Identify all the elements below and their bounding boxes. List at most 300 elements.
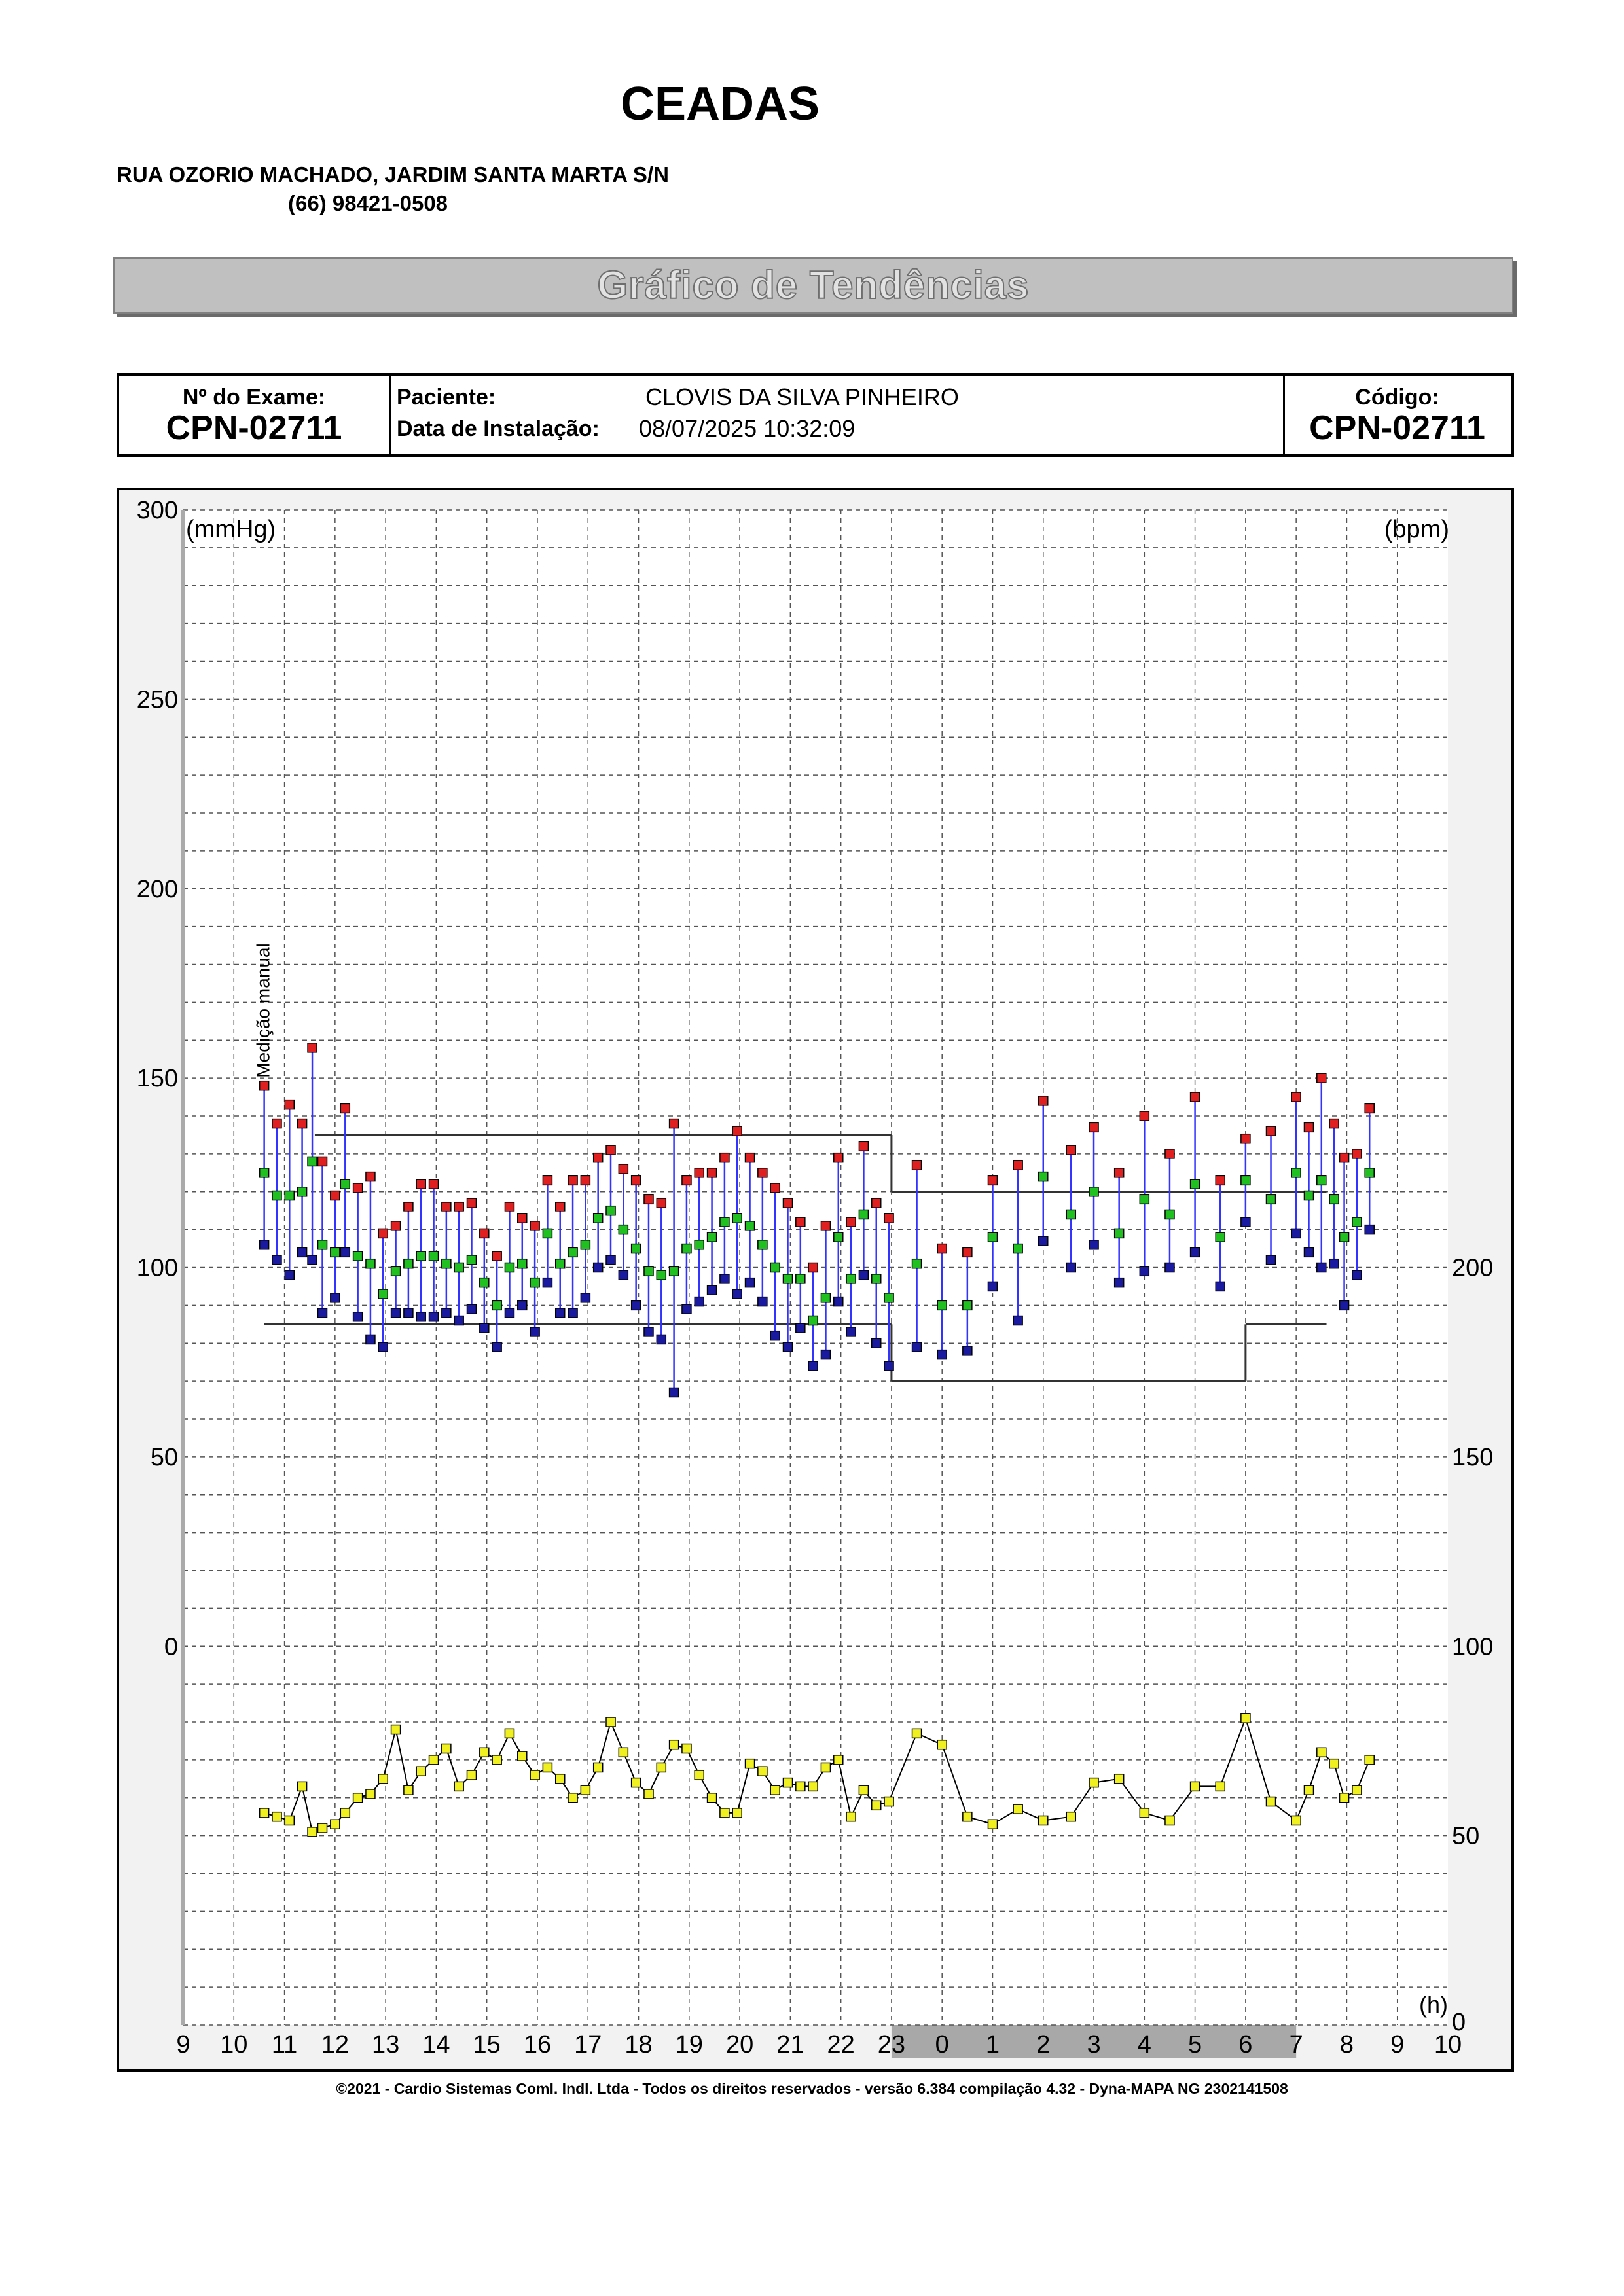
diastolic-point	[581, 1293, 590, 1302]
diastolic-point	[556, 1308, 565, 1318]
diastolic-point	[988, 1282, 997, 1291]
mean-point	[644, 1266, 653, 1276]
mean-point	[606, 1206, 615, 1215]
systolic-point	[454, 1202, 463, 1211]
diastolic-point	[543, 1278, 552, 1287]
diastolic-point	[1066, 1263, 1075, 1272]
systolic-point	[783, 1198, 792, 1208]
copyright-footer: ©2021 - Cardio Sistemas Coml. Indl. Ltda - Todos os direitos reservados - versão 6.384 compilação 4.32 - Dyna-MAPA NG 2302141508	[336, 2080, 1288, 2097]
x-axis-tick-label: 17	[574, 2031, 602, 2058]
mean-point	[859, 1210, 868, 1219]
trend-chart	[119, 490, 1511, 2069]
systolic-point	[429, 1179, 439, 1189]
right-axis-tick-label: 150	[1452, 1443, 1494, 1471]
heart-rate-point	[1329, 1759, 1339, 1768]
diastolic-point	[758, 1297, 767, 1306]
systolic-point	[632, 1175, 641, 1185]
mean-point	[682, 1244, 691, 1253]
mean-point	[884, 1293, 893, 1302]
x-axis-tick-label: 12	[321, 2031, 349, 2058]
systolic-point	[988, 1175, 997, 1185]
heart-rate-point	[783, 1778, 792, 1787]
heart-rate-point	[1140, 1808, 1149, 1818]
report-title-banner	[113, 257, 1513, 314]
x-axis-tick-label: 22	[827, 2031, 855, 2058]
diastolic-point	[353, 1312, 363, 1321]
diastolic-point	[1317, 1263, 1326, 1272]
heart-rate-point	[467, 1770, 476, 1780]
systolic-point	[846, 1217, 856, 1227]
exam-number-label: Nº do Exame:	[182, 385, 326, 410]
heart-rate-point	[391, 1725, 401, 1734]
diastolic-point	[391, 1308, 401, 1318]
mean-point	[796, 1274, 805, 1283]
mean-point	[1039, 1172, 1048, 1181]
diastolic-point	[1216, 1282, 1225, 1291]
heart-rate-point	[454, 1782, 463, 1791]
systolic-point	[912, 1160, 922, 1170]
diastolic-point	[454, 1316, 463, 1325]
systolic-point	[1291, 1092, 1301, 1102]
diastolic-point	[1291, 1229, 1301, 1238]
patient-cell	[389, 376, 1285, 454]
systolic-point	[308, 1043, 317, 1052]
heart-rate-point	[859, 1785, 868, 1795]
mean-point	[708, 1232, 717, 1242]
x-axis-tick-label: 10	[220, 2031, 248, 2058]
diastolic-point	[884, 1361, 893, 1371]
systolic-point	[581, 1175, 590, 1185]
mean-point	[657, 1270, 666, 1280]
x-axis-tick-label: 9	[176, 2031, 190, 2058]
right-axis-tick-label: 200	[1452, 1254, 1494, 1282]
left-axis-tick-label: 150	[136, 1065, 178, 1093]
diastolic-point	[366, 1335, 375, 1344]
diastolic-point	[619, 1270, 628, 1280]
mean-point	[366, 1259, 375, 1268]
systolic-point	[442, 1202, 451, 1211]
diastolic-point	[657, 1335, 666, 1344]
mean-point	[1241, 1175, 1250, 1185]
x-axis-tick-label: 10	[1434, 2031, 1462, 2058]
heart-rate-point	[1089, 1778, 1098, 1787]
x-axis-tick-label: 4	[1137, 2031, 1151, 2058]
diastolic-point	[429, 1312, 439, 1321]
heart-rate-point	[1216, 1782, 1225, 1791]
diastolic-point	[720, 1274, 729, 1283]
mean-point	[988, 1232, 997, 1242]
x-axis-tick-label: 3	[1087, 2031, 1101, 2058]
systolic-point	[1140, 1111, 1149, 1121]
heart-rate-point	[1165, 1816, 1174, 1825]
exam-number-value: CPN-02711	[166, 409, 342, 447]
left-axis-tick-label: 300	[136, 497, 178, 524]
left-axis-unit: (mmHg)	[186, 516, 276, 543]
mean-point	[568, 1247, 577, 1257]
heart-rate-point	[720, 1808, 729, 1818]
systolic-point	[1304, 1122, 1313, 1132]
x-axis-tick-label: 1	[985, 2031, 1000, 2058]
systolic-point	[619, 1164, 628, 1174]
systolic-point	[808, 1263, 818, 1272]
left-axis-tick-label: 200	[136, 875, 178, 903]
heart-rate-point	[530, 1770, 539, 1780]
right-axis-tick-label: 100	[1452, 1633, 1494, 1661]
heart-rate-point	[340, 1808, 350, 1818]
heart-rate-point	[543, 1763, 552, 1772]
code-label: Código:	[1355, 385, 1439, 410]
diastolic-point	[770, 1331, 780, 1340]
systolic-point	[1352, 1149, 1362, 1158]
mean-point	[467, 1255, 476, 1265]
diastolic-point	[272, 1255, 281, 1265]
heart-rate-point	[492, 1755, 501, 1765]
diastolic-point	[682, 1304, 691, 1314]
systolic-point	[530, 1221, 539, 1230]
systolic-point	[492, 1251, 501, 1261]
mean-point	[1115, 1229, 1124, 1238]
systolic-point	[1267, 1126, 1276, 1136]
systolic-point	[937, 1244, 947, 1253]
x-axis-tick-label: 19	[675, 2031, 703, 2058]
right-axis-tick-label: 50	[1452, 1822, 1480, 1850]
heart-rate-point	[963, 1812, 972, 1821]
heart-rate-point	[429, 1755, 439, 1765]
systolic-point	[796, 1217, 805, 1227]
mean-point	[1013, 1244, 1022, 1253]
systolic-point	[1013, 1160, 1022, 1170]
systolic-point	[505, 1202, 514, 1211]
diastolic-point	[340, 1247, 350, 1257]
mean-point	[298, 1187, 307, 1196]
mean-point	[1191, 1179, 1200, 1189]
systolic-point	[318, 1157, 327, 1166]
heart-rate-point	[1013, 1804, 1022, 1814]
diastolic-point	[492, 1342, 501, 1352]
trend-chart-frame	[117, 488, 1514, 2072]
systolic-point	[834, 1153, 843, 1162]
heart-rate-point	[884, 1797, 893, 1806]
mean-point	[556, 1259, 565, 1268]
heart-rate-point	[404, 1785, 413, 1795]
heart-rate-point	[318, 1823, 327, 1833]
heart-rate-point	[568, 1793, 577, 1803]
clinic-phone: (66) 98421-0508	[288, 191, 448, 215]
mean-point	[1089, 1187, 1098, 1196]
mean-point	[912, 1259, 922, 1268]
mean-point	[746, 1221, 755, 1230]
mean-point	[937, 1300, 947, 1310]
mean-point	[543, 1229, 552, 1238]
patient-name: CLOVIS DA SILVA PINHEIRO	[645, 384, 959, 410]
diastolic-point	[285, 1270, 294, 1280]
mean-point	[581, 1240, 590, 1249]
systolic-point	[1317, 1073, 1326, 1083]
diastolic-point	[1340, 1300, 1349, 1310]
code-cell	[1283, 376, 1511, 454]
systolic-point	[378, 1229, 388, 1238]
mean-point	[454, 1263, 463, 1272]
systolic-point	[859, 1141, 868, 1151]
heart-rate-point	[606, 1717, 615, 1727]
heart-rate-point	[556, 1774, 565, 1784]
mean-point	[1216, 1232, 1225, 1242]
diastolic-point	[821, 1350, 830, 1359]
heart-rate-point	[808, 1782, 818, 1791]
mean-point	[1066, 1210, 1075, 1219]
heart-rate-point	[846, 1812, 856, 1821]
diastolic-point	[378, 1342, 388, 1352]
systolic-point	[285, 1100, 294, 1109]
heart-rate-point	[1241, 1713, 1250, 1723]
mean-point	[308, 1157, 317, 1166]
install-date-label: Data de Instalação:	[397, 416, 600, 441]
mean-point	[821, 1293, 830, 1302]
heart-rate-point	[988, 1820, 997, 1829]
mean-point	[480, 1278, 489, 1287]
systolic-point	[884, 1213, 893, 1223]
systolic-point	[366, 1172, 375, 1181]
exam-number-cell	[119, 376, 391, 454]
mean-point	[670, 1266, 679, 1276]
left-axis-tick-label: 50	[150, 1443, 178, 1471]
diastolic-point	[1365, 1225, 1374, 1234]
diastolic-point	[1304, 1247, 1313, 1257]
heart-rate-point	[378, 1774, 388, 1784]
heart-rate-point	[670, 1740, 679, 1749]
heart-rate-point	[1304, 1785, 1313, 1795]
systolic-point	[353, 1183, 363, 1193]
systolic-point	[568, 1175, 577, 1185]
x-axis-tick-label: 8	[1339, 2031, 1354, 2058]
systolic-point	[708, 1168, 717, 1177]
mean-point	[963, 1300, 972, 1310]
diastolic-point	[846, 1327, 856, 1336]
systolic-point	[682, 1175, 691, 1185]
heart-rate-point	[834, 1755, 843, 1765]
x-axis-tick-label: 0	[935, 2031, 949, 2058]
diastolic-point	[1191, 1247, 1200, 1257]
systolic-point	[746, 1153, 755, 1162]
clinic-name: CEADAS	[620, 78, 820, 130]
x-axis-tick-label: 9	[1390, 2031, 1405, 2058]
mean-point	[834, 1232, 843, 1242]
x-axis-tick-label: 6	[1238, 2031, 1253, 2058]
diastolic-point	[416, 1312, 425, 1321]
systolic-point	[1039, 1096, 1048, 1105]
mean-point	[404, 1259, 413, 1268]
heart-rate-point	[770, 1785, 780, 1795]
systolic-point	[1191, 1092, 1200, 1102]
mean-point	[318, 1240, 327, 1249]
systolic-point	[1340, 1153, 1349, 1162]
heart-rate-point	[657, 1763, 666, 1772]
diastolic-point	[1115, 1278, 1124, 1287]
diastolic-point	[695, 1297, 704, 1306]
systolic-point	[543, 1175, 552, 1185]
heart-rate-point	[1115, 1774, 1124, 1784]
heart-rate-point	[682, 1744, 691, 1753]
systolic-point	[1089, 1122, 1098, 1132]
mean-point	[353, 1251, 363, 1261]
mean-point	[272, 1191, 281, 1200]
systolic-point	[657, 1198, 666, 1208]
diastolic-point	[937, 1350, 947, 1359]
left-axis-tick-label: 100	[136, 1254, 178, 1282]
heart-rate-point	[912, 1729, 922, 1738]
x-axis-tick-label: 2	[1036, 2031, 1051, 2058]
diastolic-point	[746, 1278, 755, 1287]
diastolic-point	[632, 1300, 641, 1310]
heart-rate-point	[708, 1793, 717, 1803]
heart-rate-point	[272, 1812, 281, 1821]
heart-rate-point	[1317, 1748, 1326, 1757]
heart-rate-point	[695, 1770, 704, 1780]
diastolic-point	[1039, 1236, 1048, 1246]
heart-rate-point	[619, 1748, 628, 1757]
diastolic-point	[963, 1346, 972, 1355]
diastolic-point	[606, 1255, 615, 1265]
heart-rate-point	[872, 1801, 881, 1810]
systolic-point	[1115, 1168, 1124, 1177]
heart-rate-point	[308, 1827, 317, 1837]
mean-point	[391, 1266, 401, 1276]
heart-rate-point	[505, 1729, 514, 1738]
right-axis-unit: (bpm)	[1384, 516, 1449, 543]
heart-rate-point	[353, 1793, 363, 1803]
mean-point	[331, 1247, 340, 1257]
x-axis-tick-label: 11	[271, 2031, 298, 2058]
diastolic-point	[808, 1361, 818, 1371]
systolic-point	[670, 1119, 679, 1128]
systolic-point	[340, 1103, 350, 1113]
heart-rate-point	[746, 1759, 755, 1768]
systolic-point	[963, 1247, 972, 1257]
systolic-point	[644, 1194, 653, 1204]
systolic-point	[260, 1081, 269, 1090]
diastolic-point	[1267, 1255, 1276, 1265]
systolic-point	[1066, 1145, 1075, 1155]
systolic-point	[758, 1168, 767, 1177]
diastolic-point	[404, 1308, 413, 1318]
heart-rate-point	[821, 1763, 830, 1772]
diastolic-point	[1165, 1263, 1174, 1272]
mean-point	[1340, 1232, 1349, 1242]
patient-label: Paciente:	[397, 385, 496, 410]
heart-rate-point	[581, 1785, 590, 1795]
heart-rate-point	[260, 1808, 269, 1818]
systolic-point	[391, 1221, 401, 1230]
diastolic-point	[318, 1308, 327, 1318]
heart-rate-point	[442, 1744, 451, 1753]
diastolic-point	[594, 1263, 603, 1272]
mean-point	[530, 1278, 539, 1287]
diastolic-point	[1140, 1266, 1149, 1276]
diastolic-point	[644, 1327, 653, 1336]
mean-point	[1140, 1194, 1149, 1204]
mean-point	[416, 1251, 425, 1261]
systolic-point	[606, 1145, 615, 1155]
systolic-point	[720, 1153, 729, 1162]
x-axis-tick-label: 14	[422, 2031, 450, 2058]
systolic-point	[298, 1119, 307, 1128]
systolic-point	[872, 1198, 881, 1208]
manual-measurement-annotation: Medição manual	[253, 943, 274, 1078]
heart-rate-point	[331, 1820, 340, 1829]
systolic-point	[770, 1183, 780, 1193]
heart-rate-point	[1352, 1785, 1362, 1795]
mean-point	[442, 1259, 451, 1268]
mean-point	[429, 1251, 439, 1261]
systolic-point	[695, 1168, 704, 1177]
mean-point	[1317, 1175, 1326, 1185]
diastolic-point	[912, 1342, 922, 1352]
diastolic-point	[670, 1388, 679, 1397]
diastolic-point	[1329, 1259, 1339, 1268]
diastolic-point	[859, 1270, 868, 1280]
clinic-address: RUA OZORIO MACHADO, JARDIM SANTA MARTA S/N	[117, 162, 669, 187]
heart-rate-point	[1340, 1793, 1349, 1803]
diastolic-point	[872, 1338, 881, 1348]
heart-rate-point	[1066, 1812, 1075, 1821]
heart-rate-point	[937, 1740, 947, 1749]
diastolic-point	[298, 1247, 307, 1257]
mean-point	[1304, 1191, 1313, 1200]
report-title: Gráfico de Tendências	[597, 263, 1030, 307]
heart-rate-point	[1191, 1782, 1200, 1791]
heart-rate-point	[518, 1751, 527, 1761]
x-axis-unit: (h)	[1419, 1991, 1448, 2018]
mean-point	[846, 1274, 856, 1283]
mean-point	[872, 1274, 881, 1283]
systolic-point	[272, 1119, 281, 1128]
mean-point	[505, 1263, 514, 1272]
heart-rate-point	[1039, 1816, 1048, 1825]
heart-rate-point	[644, 1789, 653, 1799]
mean-point	[770, 1263, 780, 1272]
systolic-point	[1165, 1149, 1174, 1158]
diastolic-point	[480, 1323, 489, 1333]
diastolic-point	[1089, 1240, 1098, 1249]
exam-info-table	[117, 373, 1514, 457]
systolic-point	[404, 1202, 413, 1211]
heart-rate-point	[366, 1789, 375, 1799]
mean-point	[1291, 1168, 1301, 1177]
systolic-point	[556, 1202, 565, 1211]
diastolic-point	[467, 1304, 476, 1314]
mean-point	[260, 1168, 269, 1177]
systolic-point	[821, 1221, 830, 1230]
systolic-point	[518, 1213, 527, 1223]
diastolic-point	[568, 1308, 577, 1318]
diastolic-point	[518, 1300, 527, 1310]
diastolic-point	[1241, 1217, 1250, 1227]
systolic-point	[732, 1126, 742, 1136]
mean-point	[808, 1316, 818, 1325]
mean-point	[492, 1300, 501, 1310]
heart-rate-point	[758, 1767, 767, 1776]
mean-point	[518, 1259, 527, 1268]
mean-point	[758, 1240, 767, 1249]
x-axis-tick-label: 16	[523, 2031, 552, 2058]
left-axis-tick-label: 250	[136, 686, 178, 714]
mean-point	[783, 1274, 792, 1283]
systolic-point	[331, 1191, 340, 1200]
x-axis-tick-label: 5	[1188, 2031, 1202, 2058]
systolic-point	[1241, 1134, 1250, 1143]
diastolic-point	[260, 1240, 269, 1249]
mean-point	[1165, 1210, 1174, 1219]
